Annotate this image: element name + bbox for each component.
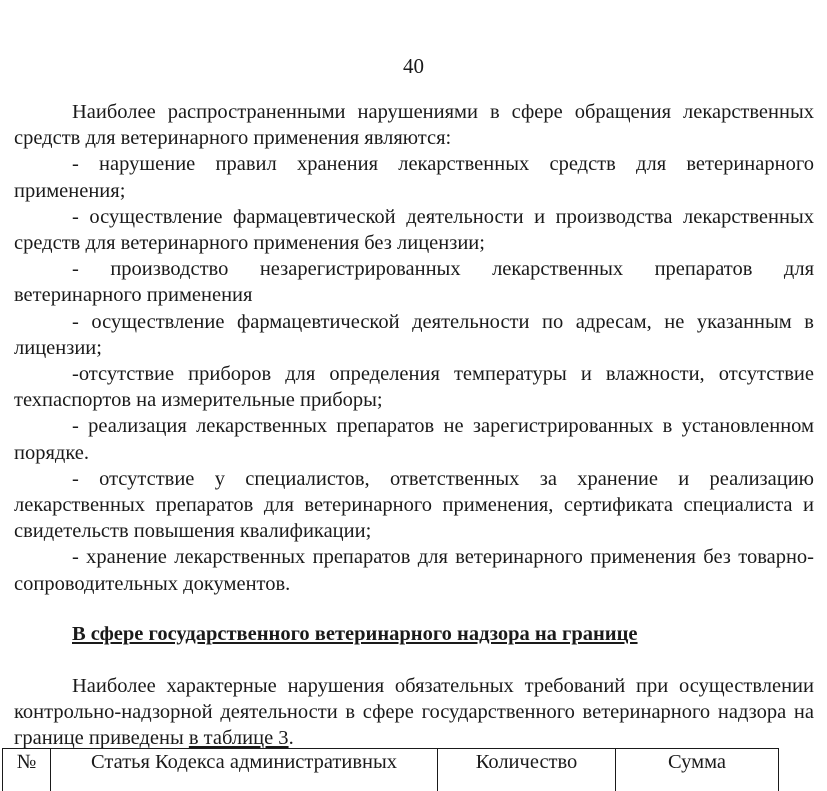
table-header-article: Статья Кодекса административных <box>51 749 438 791</box>
table-header-number: № <box>3 749 51 791</box>
table-reference-link[interactable]: в таблице 3 <box>189 727 289 749</box>
violation-item: - отсутствие у специалистов, ответственных за хранение и реализацию лекарственных препаратов для ветеринарного применения, сертификата специалиста и свидетельств повышения квалификации; <box>14 466 814 545</box>
violations-table <box>2 748 779 791</box>
violation-item: - осуществление фармацевтической деятельности и производства лекарственных средств для ветеринарного применения без лицензии; <box>14 204 814 256</box>
table-header-sum: Сумма <box>616 749 779 791</box>
violation-item: - производство незарегистрированных лекарственных препаратов для ветеринарного применения <box>14 256 814 308</box>
violation-item: - осуществление фармацевтической деятельности по адресам, не указанным в лицензии; <box>14 309 814 361</box>
border-paragraph-text: Наиболее характерные нарушения обязательных требований при осуществлении контрольно-надзорной деятельности в сфере государственного ветеринарного надзора на границе приведены <box>14 675 814 749</box>
intro-paragraph: Наиболее распространенными нарушениями в сфере обращения лекарственных средств для ветеринарного применения являются: <box>14 99 814 151</box>
border-paragraph-end: . <box>289 727 294 749</box>
violation-item: -отсутствие приборов для определения температуры и влажности, отсутствие техпаспортов на измерительные приборы; <box>14 361 814 413</box>
section-heading: В сфере государственного ветеринарного надзора на границе <box>72 621 814 647</box>
violation-item: - хранение лекарственных препаратов для ветеринарного применения без товарно-сопроводительных документов. <box>14 544 814 596</box>
table-header-row <box>3 749 779 791</box>
violation-item: - нарушение правил хранения лекарственных средств для ветеринарного применения; <box>14 151 814 203</box>
border-paragraph <box>14 673 814 752</box>
border-section <box>14 673 814 752</box>
violations-section <box>14 99 814 597</box>
page-number: 40 <box>0 53 827 79</box>
violation-item: - реализация лекарственных препаратов не зарегистрированных в установленном порядке. <box>14 413 814 465</box>
table-header-count: Количество <box>438 749 616 791</box>
